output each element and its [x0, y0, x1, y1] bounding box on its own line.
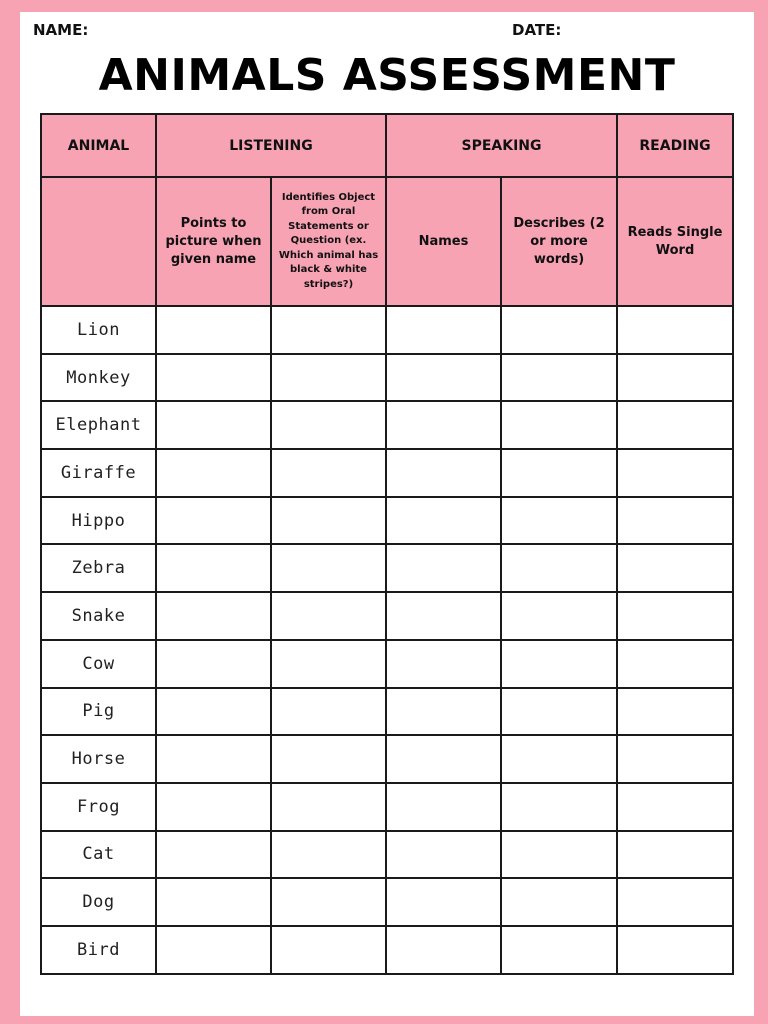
reading-header: READING [617, 114, 733, 177]
speaking-header: SPEAKING [386, 114, 617, 177]
animal-name-cell: Horse [41, 735, 156, 783]
subheader-row [41, 177, 733, 306]
reads-single-word-cell[interactable] [617, 592, 733, 640]
table-row [41, 449, 733, 497]
table-row [41, 831, 733, 879]
points-to-picture-cell[interactable] [156, 544, 271, 592]
names-cell[interactable] [386, 783, 501, 831]
points-to-picture-label: Points to picture when given name [165, 215, 262, 267]
names-header [386, 177, 501, 306]
table-row [41, 926, 733, 974]
names-cell[interactable] [386, 497, 501, 545]
identifies-object-cell[interactable] [271, 878, 386, 926]
points-to-picture-cell[interactable] [156, 640, 271, 688]
points-to-picture-cell[interactable] [156, 449, 271, 497]
animal-rows [41, 306, 733, 974]
animal-name-cell: Cow [41, 640, 156, 688]
identifies-object-cell[interactable] [271, 688, 386, 736]
animal-name-cell: Pig [41, 688, 156, 736]
describes-label: Describes (2 or more words) [513, 215, 605, 267]
reads-single-word-cell[interactable] [617, 497, 733, 545]
animal-name-cell: Cat [41, 831, 156, 879]
listening-header: LISTENING [156, 114, 386, 177]
identifies-object-label: Identifies Object from Oral Statements or Question (ex. Which animal has black & white stripes?) [278, 191, 379, 290]
points-to-picture-cell[interactable] [156, 401, 271, 449]
name-label: NAME: [33, 21, 89, 39]
reads-single-word-cell[interactable] [617, 878, 733, 926]
points-to-picture-cell[interactable] [156, 497, 271, 545]
table-row [41, 592, 733, 640]
identifies-object-cell[interactable] [271, 544, 386, 592]
animal-name-cell: Frog [41, 783, 156, 831]
names-cell[interactable] [386, 688, 501, 736]
identifies-object-cell[interactable] [271, 783, 386, 831]
describes-cell[interactable] [501, 735, 617, 783]
describes-cell[interactable] [501, 449, 617, 497]
reads-single-word-header [617, 177, 733, 306]
animal-name-cell: Monkey [41, 354, 156, 402]
names-cell[interactable] [386, 926, 501, 974]
table-row [41, 497, 733, 545]
worksheet-page [20, 12, 754, 1016]
names-label: Names [418, 233, 469, 249]
identifies-object-cell[interactable] [271, 401, 386, 449]
table-row [41, 688, 733, 736]
describes-cell[interactable] [501, 306, 617, 354]
animal-name-cell: Zebra [41, 544, 156, 592]
describes-cell[interactable] [501, 592, 617, 640]
identifies-object-header [271, 177, 386, 306]
assessment-table [40, 113, 734, 975]
describes-cell[interactable] [501, 497, 617, 545]
identifies-object-cell[interactable] [271, 831, 386, 879]
names-cell[interactable] [386, 544, 501, 592]
animal-name-cell: Snake [41, 592, 156, 640]
describes-header [501, 177, 617, 306]
reads-single-word-cell[interactable] [617, 306, 733, 354]
reads-single-word-cell[interactable] [617, 354, 733, 402]
describes-cell[interactable] [501, 926, 617, 974]
reads-single-word-cell[interactable] [617, 783, 733, 831]
points-to-picture-cell[interactable] [156, 688, 271, 736]
animal-name-cell: Hippo [41, 497, 156, 545]
animal-name-cell: Dog [41, 878, 156, 926]
names-cell[interactable] [386, 401, 501, 449]
identifies-object-cell[interactable] [271, 306, 386, 354]
describes-cell[interactable] [501, 878, 617, 926]
reads-single-word-cell[interactable] [617, 449, 733, 497]
reads-single-word-cell[interactable] [617, 735, 733, 783]
identifies-object-cell[interactable] [271, 449, 386, 497]
animal-subheader-blank [41, 177, 156, 306]
points-to-picture-cell[interactable] [156, 926, 271, 974]
identifies-object-cell[interactable] [271, 735, 386, 783]
animal-name-cell: Lion [41, 306, 156, 354]
identifies-object-cell[interactable] [271, 926, 386, 974]
describes-cell[interactable] [501, 401, 617, 449]
animal-header: ANIMAL [41, 114, 156, 177]
points-to-picture-cell[interactable] [156, 306, 271, 354]
names-cell[interactable] [386, 449, 501, 497]
date-label: DATE: [512, 21, 562, 39]
describes-cell[interactable] [501, 544, 617, 592]
describes-cell[interactable] [501, 354, 617, 402]
reads-single-word-cell[interactable] [617, 544, 733, 592]
reads-single-word-cell[interactable] [617, 401, 733, 449]
names-cell[interactable] [386, 592, 501, 640]
reads-single-word-cell[interactable] [617, 688, 733, 736]
animal-name-cell: Giraffe [41, 449, 156, 497]
names-cell[interactable] [386, 306, 501, 354]
table-row [41, 783, 733, 831]
identifies-object-cell[interactable] [271, 354, 386, 402]
identifies-object-cell[interactable] [271, 592, 386, 640]
table-row [41, 306, 733, 354]
table-row [41, 544, 733, 592]
reads-single-word-cell[interactable] [617, 831, 733, 879]
names-cell[interactable] [386, 735, 501, 783]
reads-single-word-cell[interactable] [617, 640, 733, 688]
table-row [41, 640, 733, 688]
table-row [41, 735, 733, 783]
names-cell[interactable] [386, 354, 501, 402]
reads-single-word-label: Reads Single Word [627, 224, 723, 258]
points-to-picture-cell[interactable] [156, 783, 271, 831]
table-row [41, 878, 733, 926]
points-to-picture-cell[interactable] [156, 354, 271, 402]
reads-single-word-cell[interactable] [617, 926, 733, 974]
identifies-object-cell[interactable] [271, 640, 386, 688]
points-to-picture-cell[interactable] [156, 592, 271, 640]
points-to-picture-cell[interactable] [156, 878, 271, 926]
describes-cell[interactable] [501, 831, 617, 879]
points-to-picture-cell[interactable] [156, 735, 271, 783]
names-cell[interactable] [386, 640, 501, 688]
points-to-picture-cell[interactable] [156, 831, 271, 879]
names-cell[interactable] [386, 878, 501, 926]
points-to-picture-header [156, 177, 271, 306]
identifies-object-cell[interactable] [271, 497, 386, 545]
table-row [41, 401, 733, 449]
describes-cell[interactable] [501, 640, 617, 688]
group-header-row [41, 114, 733, 177]
page-title: ANIMALS ASSESSMENT [98, 50, 676, 101]
animal-name-cell: Elephant [41, 401, 156, 449]
describes-cell[interactable] [501, 783, 617, 831]
table-row [41, 354, 733, 402]
describes-cell[interactable] [501, 688, 617, 736]
animal-name-cell: Bird [41, 926, 156, 974]
names-cell[interactable] [386, 831, 501, 879]
